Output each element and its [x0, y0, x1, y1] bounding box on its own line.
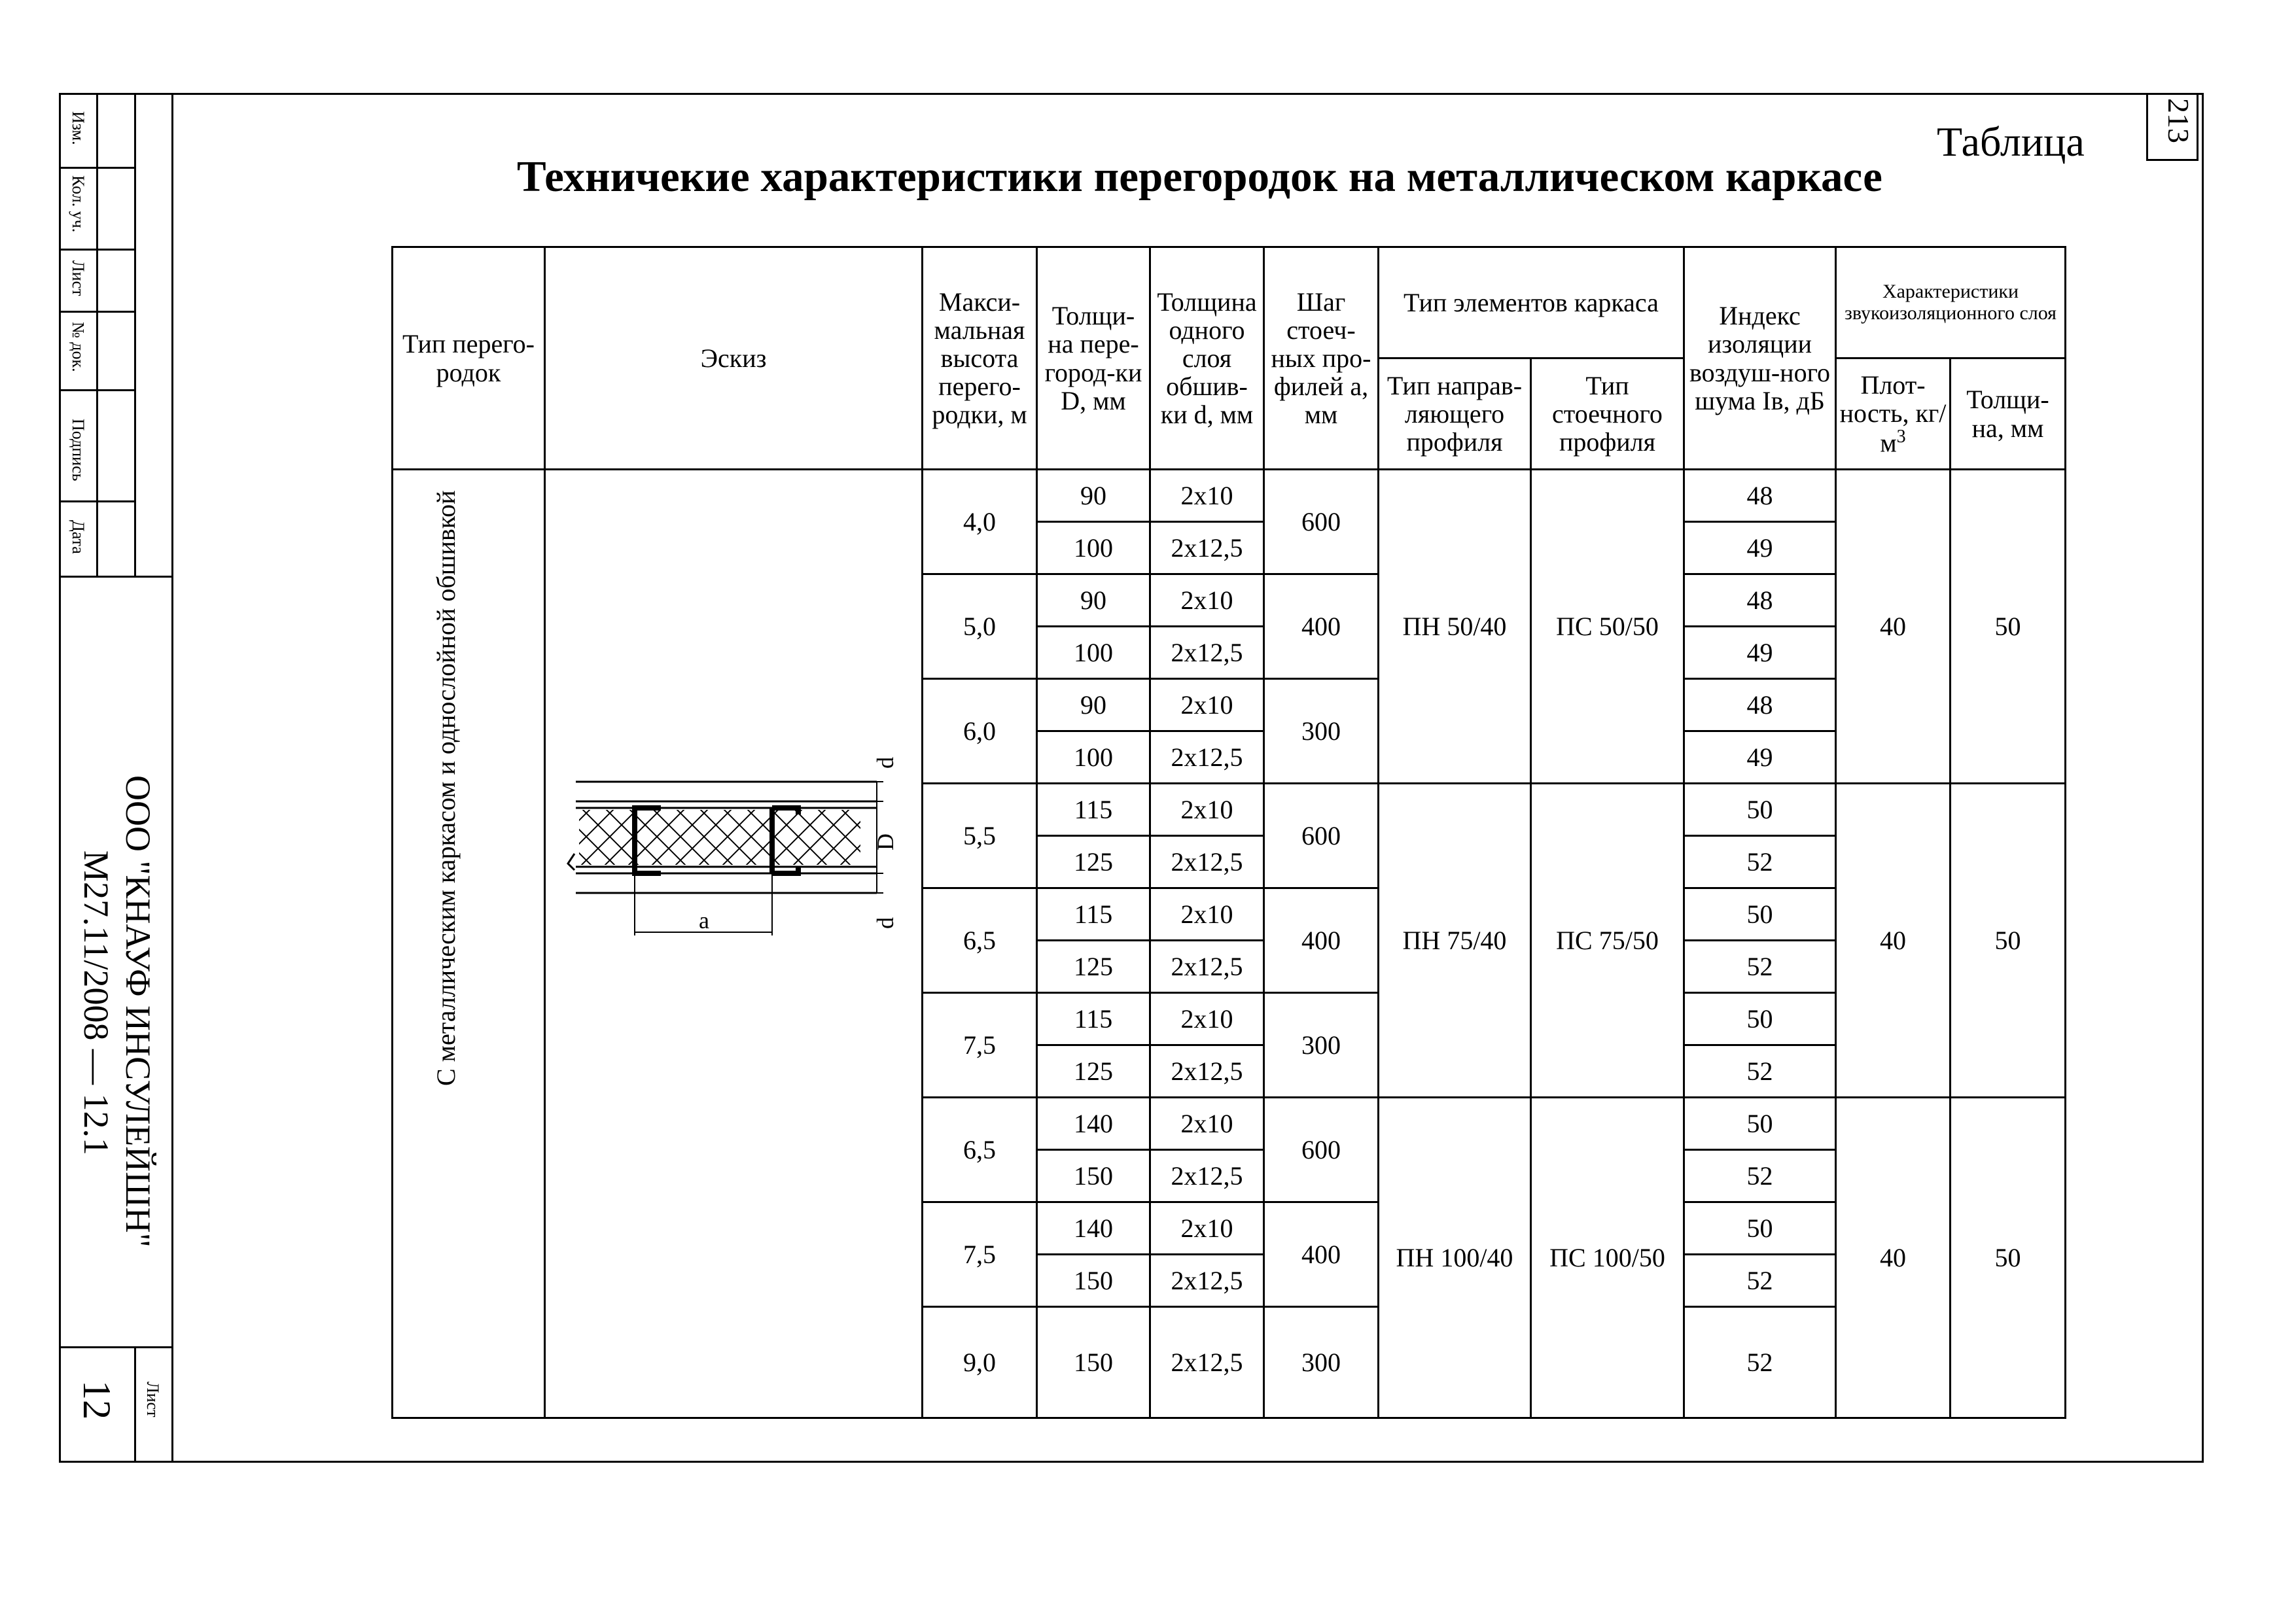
col-header-stud: Тип стоечного профиля — [1531, 358, 1684, 470]
col-header-frame-group: Тип элементов каркаса — [1379, 247, 1684, 358]
col-header-index: Индекс изоляции воздуш-ного шума Iв, дБ — [1684, 247, 1836, 470]
cell-guide-profile: ПН 75/40 — [1379, 784, 1531, 1098]
cell-max-height: 4,0 — [923, 470, 1037, 574]
cell-layer: 2x10 — [1150, 1202, 1264, 1255]
cell-sound-index: 52 — [1684, 1307, 1836, 1418]
partition-sketch — [563, 742, 903, 952]
cell-density: 40 — [1836, 470, 1951, 784]
cell-layer: 2x10 — [1150, 993, 1264, 1045]
cell-sound-index: 52 — [1684, 1255, 1836, 1307]
col-header-sound-group: Характеристики звукоизоляционного слоя — [1836, 247, 2066, 358]
cell-sound-index: 50 — [1684, 1098, 1836, 1150]
cell-guide-profile: ПН 50/40 — [1379, 470, 1531, 784]
col-header-density — [1836, 358, 1951, 470]
cell-sound-index: 49 — [1684, 627, 1836, 679]
stamp-label-kol-uch: Кол. уч. — [69, 175, 88, 233]
cell-thickness: 115 — [1037, 993, 1150, 1045]
cell-sound-index: 48 — [1684, 574, 1836, 627]
cell-sound-index: 52 — [1684, 836, 1836, 888]
cell-thickness: 125 — [1037, 1045, 1150, 1098]
cell-layer: 2x12,5 — [1150, 522, 1264, 574]
stamp-divider — [59, 576, 173, 578]
cell-sound-index: 52 — [1684, 1150, 1836, 1202]
cell-max-height: 7,5 — [923, 993, 1037, 1098]
table-label: Таблица — [1937, 118, 2085, 165]
cell-step: 400 — [1264, 1202, 1379, 1307]
cell-layer: 2x12,5 — [1150, 627, 1264, 679]
cell-stud-profile: ПС 100/50 — [1531, 1098, 1684, 1418]
cell-layer: 2x10 — [1150, 679, 1264, 731]
sketch-label-d-bottom: d — [872, 917, 898, 929]
page-number: 213 — [2162, 98, 2195, 143]
cell-thickness: 150 — [1037, 1255, 1150, 1307]
cell-max-height: 7,5 — [923, 1202, 1037, 1307]
sketch-break-mark — [568, 854, 574, 870]
stamp-label-doc-number: № док. — [69, 322, 88, 372]
cell-max-height: 6,0 — [923, 679, 1037, 784]
cell-max-height: 9,0 — [923, 1307, 1037, 1418]
cell-sound-index: 50 — [1684, 993, 1836, 1045]
cell-sound-index: 50 — [1684, 784, 1836, 836]
cell-sound-index: 48 — [1684, 470, 1836, 522]
density-label: Плот-ность, кг/м — [1839, 370, 1947, 458]
cell-layer: 2x10 — [1150, 574, 1264, 627]
sketch-label-a: a — [699, 907, 709, 934]
stamp-divider — [134, 1346, 136, 1463]
col-header-sketch: Эскиз — [545, 247, 923, 470]
cell-thickness: 125 — [1037, 836, 1150, 888]
sketch-insulation — [579, 810, 860, 865]
cell-layer-thickness: 50 — [1951, 784, 2066, 1098]
sketch-label-D: D — [872, 833, 898, 850]
stamp-sheet-number: 12 — [75, 1380, 118, 1420]
cell-layer: 2x10 — [1150, 784, 1264, 836]
cell-step: 400 — [1264, 888, 1379, 993]
cell-partition-type — [393, 470, 545, 1418]
stamp-divider — [59, 1346, 173, 1348]
cell-sound-index: 52 — [1684, 941, 1836, 993]
cell-thickness: 100 — [1037, 731, 1150, 784]
cell-max-height: 5,0 — [923, 574, 1037, 679]
cell-layer: 2x10 — [1150, 888, 1264, 941]
stamp-divider — [96, 93, 98, 577]
cell-layer: 2x12,5 — [1150, 731, 1264, 784]
col-header-layer-thickness: Толщи-на, мм — [1951, 358, 2066, 470]
cell-thickness: 140 — [1037, 1098, 1150, 1150]
cell-thickness: 90 — [1037, 470, 1150, 522]
cell-layer: 2x12,5 — [1150, 1150, 1264, 1202]
stamp-label-izm: Изм. — [69, 111, 88, 145]
stamp-label-date: Дата — [69, 520, 88, 554]
cell-sound-index: 50 — [1684, 1202, 1836, 1255]
cell-step: 400 — [1264, 574, 1379, 679]
col-header-type: Тип перего-родок — [393, 247, 545, 470]
cell-stud-profile: ПС 50/50 — [1531, 470, 1684, 784]
col-header-guide: Тип направ-ляющего профиля — [1379, 358, 1531, 470]
cell-step: 600 — [1264, 784, 1379, 888]
cell-sound-index: 52 — [1684, 1045, 1836, 1098]
cell-layer: 2x10 — [1150, 1098, 1264, 1150]
cell-sound-index: 49 — [1684, 731, 1836, 784]
cell-step: 600 — [1264, 470, 1379, 574]
col-header-layer: Толщина одного слоя обшив-ки d, мм — [1150, 247, 1264, 470]
stamp-divider — [59, 167, 134, 169]
cell-layer: 2x12,5 — [1150, 1255, 1264, 1307]
stamp-divider — [59, 389, 134, 391]
cell-density: 40 — [1836, 1098, 1951, 1418]
cell-thickness: 100 — [1037, 627, 1150, 679]
col-header-max-height: Макси-мальная высота перего-родки, м — [923, 247, 1037, 470]
cell-max-height: 6,5 — [923, 1098, 1037, 1202]
cell-layer: 2x12,5 — [1150, 836, 1264, 888]
cell-thickness: 90 — [1037, 574, 1150, 627]
cell-max-height: 6,5 — [923, 888, 1037, 993]
cell-step: 300 — [1264, 679, 1379, 784]
cell-guide-profile: ПН 100/40 — [1379, 1098, 1531, 1418]
cell-step: 300 — [1264, 993, 1379, 1098]
cell-thickness: 90 — [1037, 679, 1150, 731]
stamp-label-list: Лист — [69, 260, 88, 296]
stamp-label-signature: Подпись — [69, 419, 88, 481]
stamp-divider — [59, 249, 134, 251]
stamp-company: ООО "КНАУФ ИНСУЛЕЙШН" — [118, 775, 158, 1248]
partition-type-label: С металлическим каркасом и однослойной обшивкой — [431, 490, 461, 1086]
cell-thickness: 150 — [1037, 1150, 1150, 1202]
cell-layer: 2x10 — [1150, 470, 1264, 522]
cell-layer: 2x12,5 — [1150, 1045, 1264, 1098]
stamp-doc-code: М27.11/2008 — 12.1 — [77, 850, 116, 1156]
stamp-divider — [134, 93, 136, 577]
cell-step: 300 — [1264, 1307, 1379, 1418]
stamp-divider — [59, 311, 134, 313]
cell-density: 40 — [1836, 784, 1951, 1098]
cell-step: 600 — [1264, 1098, 1379, 1202]
cell-thickness: 115 — [1037, 784, 1150, 836]
page-title: Техничекие характеристики перегородок на металлическом каркасе — [517, 152, 1882, 201]
cell-max-height: 5,5 — [923, 784, 1037, 888]
density-superscript: 3 — [1896, 426, 1906, 447]
cell-sound-index: 48 — [1684, 679, 1836, 731]
cell-layer: 2x12,5 — [1150, 941, 1264, 993]
cell-thickness: 115 — [1037, 888, 1150, 941]
cell-thickness: 125 — [1037, 941, 1150, 993]
cell-stud-profile: ПС 75/50 — [1531, 784, 1684, 1098]
col-header-thickness: Толщи-на пере-город-ки D, мм — [1037, 247, 1150, 470]
cell-layer-thickness: 50 — [1951, 470, 2066, 784]
cell-thickness: 150 — [1037, 1307, 1150, 1418]
table-row — [393, 470, 2066, 522]
sketch-label-d-top: d — [872, 757, 898, 769]
stamp-sheet-label: Лист — [143, 1382, 162, 1418]
col-header-step: Шаг стоеч-ных про-филей a, мм — [1264, 247, 1379, 470]
cell-thickness: 100 — [1037, 522, 1150, 574]
stamp-divider — [59, 500, 134, 502]
cell-thickness: 140 — [1037, 1202, 1150, 1255]
cell-layer: 2x12,5 — [1150, 1307, 1264, 1418]
cell-layer-thickness: 50 — [1951, 1098, 2066, 1418]
cell-sound-index: 50 — [1684, 888, 1836, 941]
cell-sound-index: 49 — [1684, 522, 1836, 574]
